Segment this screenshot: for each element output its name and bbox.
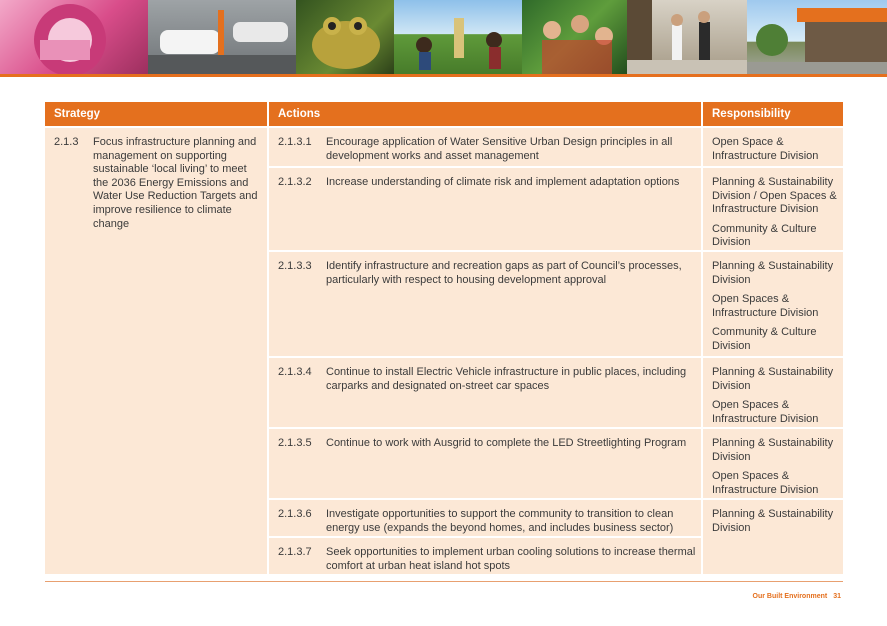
responsibility-entry: Planning & Sustainability Division xyxy=(712,366,834,392)
action-number: 2.1.3.2 xyxy=(278,176,312,188)
responsibility-entry: Open Spaces & Infrastructure Division xyxy=(712,293,819,319)
banner-photo-electric-cars xyxy=(148,0,296,75)
responsibility-entry: Community & Culture Division xyxy=(712,222,817,249)
responsibility-entry: Planning & Sustainability Division xyxy=(712,260,834,286)
action-number: 2.1.3.4 xyxy=(278,366,312,378)
action-text: Identify infrastructure and recreation gaps as part of Council’s processes, particularly with respect to housing development approval xyxy=(326,260,682,286)
responsibility-entry: Open Space & Infrastructure Division xyxy=(712,136,819,162)
action-row-7 xyxy=(269,538,701,574)
strategy-number: 2.1.3 xyxy=(54,136,79,148)
header-responsibility: Responsibility xyxy=(703,102,843,126)
action-text: Continue to work with Ausgrid to complete the LED Streetlighting Program xyxy=(326,437,687,449)
responsibility-entry: Open Spaces & Infrastructure Division xyxy=(712,470,819,496)
strategy-cell xyxy=(45,128,267,574)
page-number: 31 xyxy=(833,593,841,600)
action-text: Increase understanding of climate risk and implement adaptation options xyxy=(326,176,680,188)
responsibility-entry: Planning & Sustainability Division xyxy=(712,508,834,534)
action-text: Investigate opportunities to support the community to transition to clean energy use (expands the beyond homes, and includes business sector) xyxy=(326,508,674,534)
action-row-2 xyxy=(269,168,701,250)
action-text: Encourage application of Water Sensitive Urban Design principles in all development works and asset management xyxy=(326,136,673,162)
action-row-1 xyxy=(269,128,701,166)
banner-photo-street-walkers xyxy=(627,0,747,75)
responsibility-cell-4 xyxy=(703,358,843,427)
header-actions: Actions xyxy=(269,102,701,126)
responsibility-entry: Planning & Sustainability Division / Open Spaces & Infrastructure Division xyxy=(712,176,837,216)
page-footer xyxy=(753,593,841,600)
header-strategy: Strategy xyxy=(45,102,267,126)
responsibility-entry: Community & Culture Division xyxy=(712,326,817,352)
action-number: 2.1.3.5 xyxy=(278,437,312,449)
responsibility-cell-3 xyxy=(703,252,843,356)
banner-divider xyxy=(0,74,887,77)
banner-photo-garden-group xyxy=(522,0,627,75)
responsibility-cell-2 xyxy=(703,168,843,250)
action-row-6 xyxy=(269,500,701,536)
action-row-3 xyxy=(269,252,701,356)
action-number: 2.1.3.7 xyxy=(278,546,312,558)
responsibility-cell-5 xyxy=(703,429,843,498)
action-row-5 xyxy=(269,429,701,498)
banner-photo-park-family xyxy=(394,0,522,75)
responsibility-entry: Planning & Sustainability Division xyxy=(712,437,834,463)
action-number: 2.1.3.6 xyxy=(278,508,312,520)
responsibility-cell-1 xyxy=(703,128,843,166)
action-text: Seek opportunities to implement urban cooling solutions to increase thermal comfort at urban heat island hot spots xyxy=(326,546,696,572)
action-row-4 xyxy=(269,358,701,427)
banner-photo-children-play xyxy=(0,0,148,75)
action-number: 2.1.3.3 xyxy=(278,260,312,272)
photo-banner xyxy=(0,0,887,75)
strategy-text: Focus infrastructure planning and management on supporting sustainable ‘local living’ to meet the 2036 Energy Emissions and Water Use Reduction Targets and improve resilience to climate change xyxy=(93,136,258,230)
footer-section-title: Our Built Environment xyxy=(752,593,828,600)
action-text: Continue to install Electric Vehicle infrastructure in public places, including carparks and designated on-street car spaces xyxy=(326,366,687,392)
footer-divider xyxy=(45,581,843,582)
responsibility-cell-6 xyxy=(703,500,843,574)
banner-photo-town-centre xyxy=(747,0,887,75)
banner-photo-frog xyxy=(296,0,394,75)
responsibility-entry: Open Spaces & Infrastructure Division xyxy=(712,399,819,425)
action-number: 2.1.3.1 xyxy=(278,136,312,148)
